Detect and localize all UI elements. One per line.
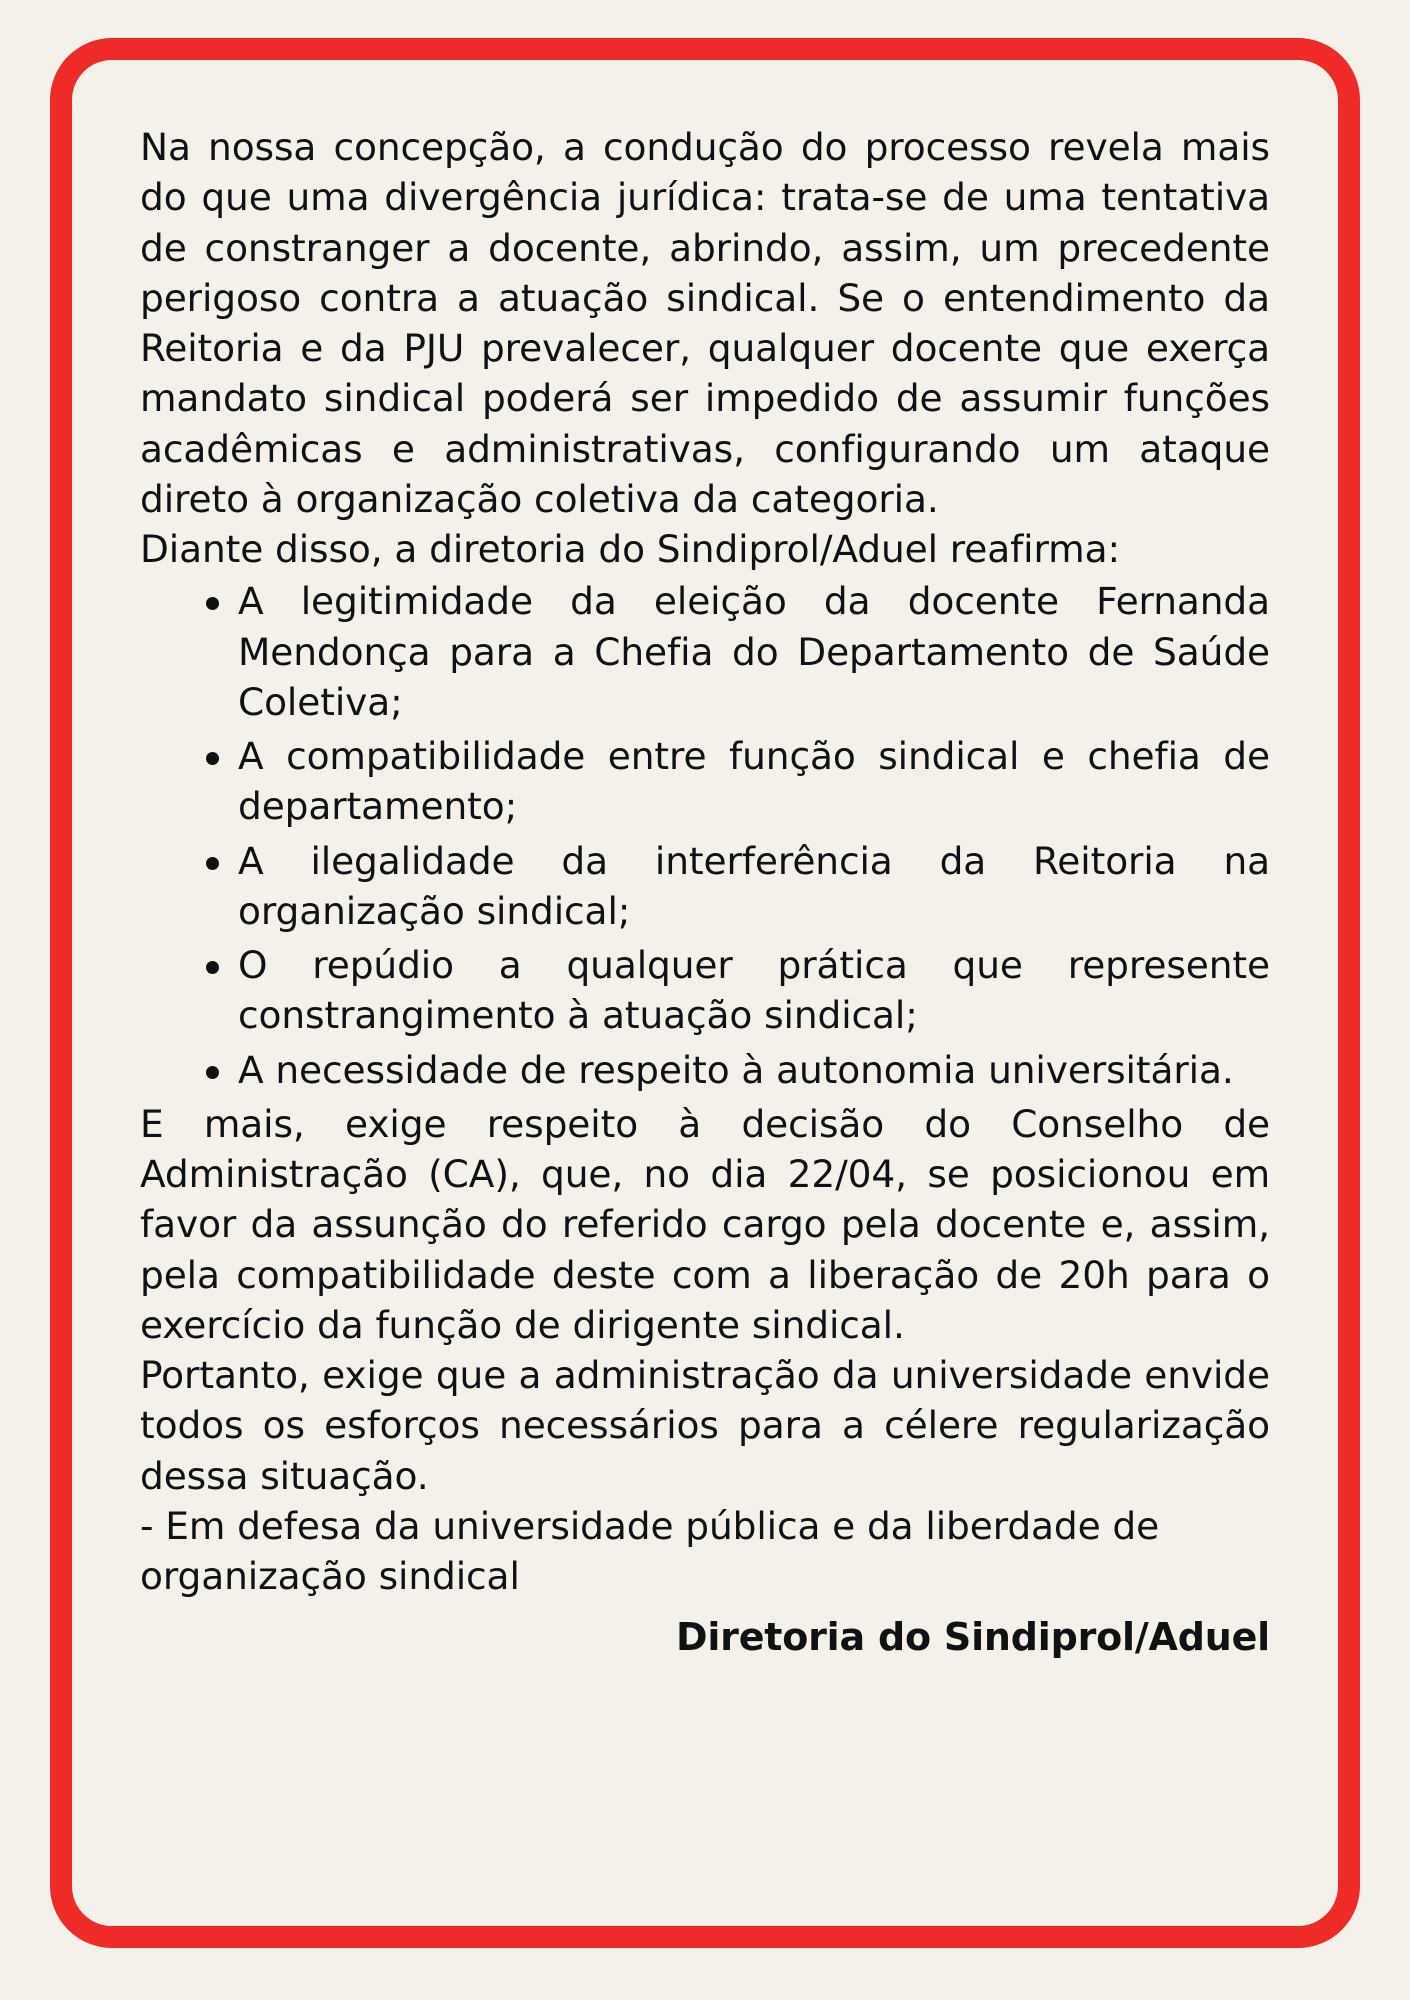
signature: Diretoria do Sindiprol/Aduel (675, 1615, 1270, 1660)
paragraph-after-list-2: Portanto, exige que a administração da universidade envide todos os esforços necessários para a célere regularização dessa situação. (140, 1353, 1270, 1498)
poster-frame (50, 38, 1360, 1948)
bottom-spacer (140, 1659, 1270, 1886)
list-item: A necessidade de respeito à autonomia universitária. (198, 1045, 1270, 1095)
list-item: A legitimidade da eleição da docente Fernanda Mendonça para a Chefia do Departamento de Saúde Coletiva; (198, 576, 1270, 727)
paragraph-opening: Na nossa concepção, a condução do processo revela mais do que uma divergência jurídica: trata-se de uma tentativa de constranger a docente, abrindo, assim, um precedente perigoso contra a atuação sindical. Se o entendimento da Reitoria e da PJU prevalecer, qualquer docente que exerça mandato sindical poderá ser impedido de assumir funções acadêmicas e administrativas, configurando um ataque direto à organização coletiva da categoria. (140, 125, 1270, 521)
paragraph-closing: - Em defesa da universidade pública e da liberdade de organização sindical (140, 1503, 1160, 1598)
paragraph-list-intro: Diante disso, a diretoria do Sindiprol/Aduel reafirma: (140, 527, 1121, 571)
list-item: A compatibilidade entre função sindical e chefia de departamento; (198, 731, 1270, 832)
claims-list (140, 576, 1270, 1095)
list-item: O repúdio a qualquer prática que represente constrangimento à atuação sindical; (198, 940, 1270, 1041)
list-item: A ilegalidade da interferência da Reitoria na organização sindical; (198, 836, 1270, 937)
paragraph-after-list-1: E mais, exige respeito à decisão do Conselho de Administração (CA), que, no dia 22/04, se posicionou em favor da assunção do referido cargo pela docente e, assim, pela compatibilidade deste com a liberação de 20h para o exercício da função de dirigente sindical. (140, 1101, 1270, 1347)
poster-body (140, 122, 1270, 1601)
